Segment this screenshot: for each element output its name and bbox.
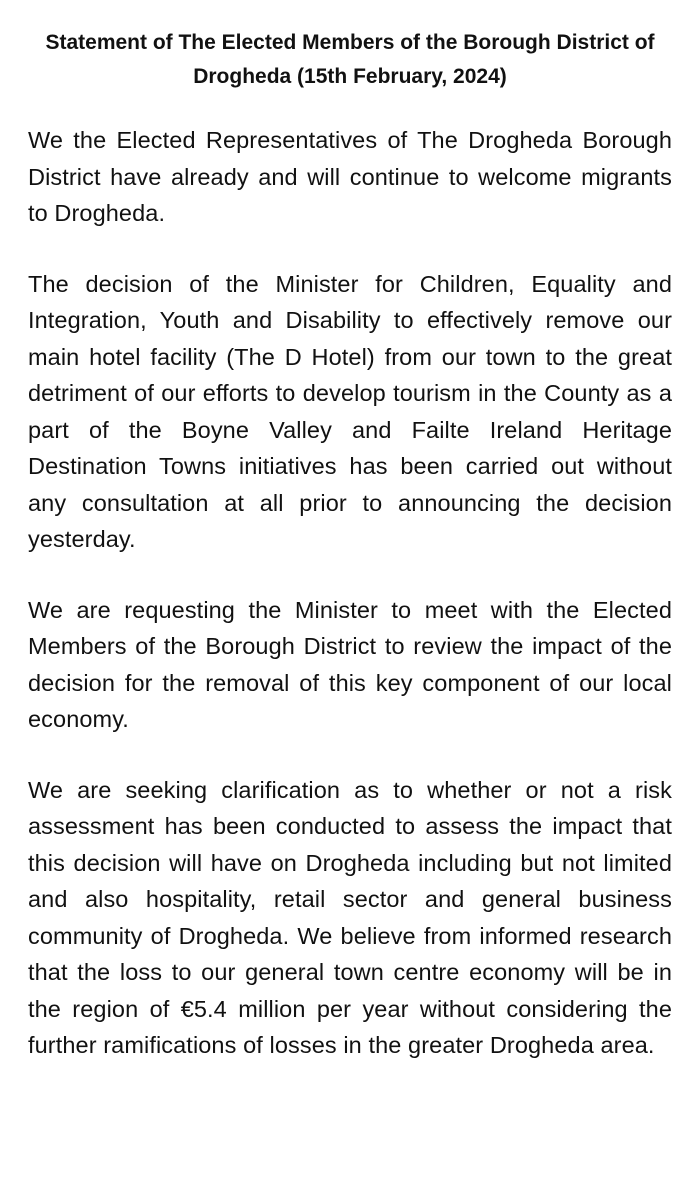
paragraph-risk-assessment: We are seeking clarification as to whether or not a risk assessment has been conducted to assess the impact that this decision will have on Drogheda including but not limited and also hospitality, retail sector and general business community of Drogheda. We believe from informed research that the loss to our general town centre economy will be in the region of €5.4 million per year without considering the further ramifications of losses in the greater Drogheda area.	[28, 776, 672, 1058]
paragraph-welcome-migrants: We the Elected Representatives of The Drogheda Borough District have already and will continue to welcome migrants to Drogheda.	[28, 127, 672, 226]
statement-title: Statement of The Elected Members of the Borough District of Drogheda (15th February, 2024)	[45, 31, 655, 88]
statement-body	[28, 122, 672, 1064]
paragraph-minister-decision: The decision of the Minister for Children, Equality and Integration, Youth and Disability to effectively remove our main hotel facility (The D Hotel) from our town to the great detriment of our efforts to develop tourism in the County as a part of the Boyne Valley and Failte Ireland Heritage Destination Towns initiatives has been carried out without any consultation at all prior to announcing the decision yesterday.	[28, 270, 672, 552]
paragraph-meeting-request: We are requesting the Minister to meet with the Elected Members of the Borough District to review the impact of the decision for the removal of this key component of our local economy.	[28, 596, 672, 732]
